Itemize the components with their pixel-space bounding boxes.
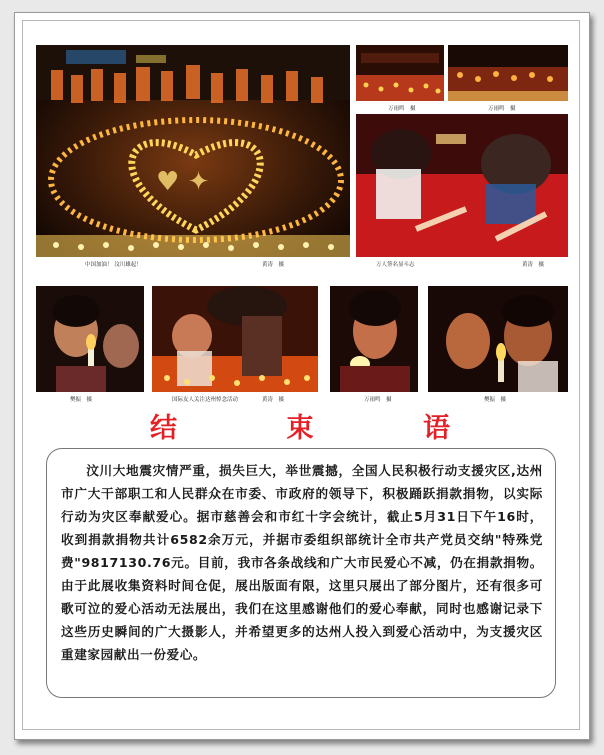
photo-international-friends (152, 286, 318, 392)
caption-top-right-large: 万人签名显斗志 (376, 262, 415, 268)
section-title (150, 408, 450, 442)
credit-bottom-3: 万雨鸣 摄 (364, 397, 392, 403)
credit-bottom-4: 樊振 摄 (484, 397, 507, 403)
caption-top-main: 中国加油！ 汶川雄起！ (85, 262, 142, 268)
credit-top-main: 黄涛 摄 (262, 262, 285, 268)
title-char-3: 语 (423, 412, 450, 444)
photo-candles-crowd-1 (356, 45, 444, 101)
closing-text: 汶川大地震灾情严重，损失巨大，举世震撼，全国人民积极行动支援灾区,达州市广大干部职工和人民群众在市委、市政府的领导下，积极踊跃捐款捐物，以实际行动为灾区奉献爱心。据市慈善会和市红十字会统计，截止5月31日下午16时，收到捐款捐物共计6582余万元，并据市委组织部统计全市共产党员交纳"特殊党费"9817130.76元。目前，我市各条战线和广大市民爱心不减，仍在捐款捐物。由于此展收集资料时间仓促，展出版面有限，这里只展出了部分图片，还有很多可歌可泣的爱心活动无法展出，我们在这里感谢他们的爱心奉献，同时也感谢记录下这些历史瞬间的广大摄影人，并希望更多的达州人投入到爱心活动中，为支援灾区重建家园献出一份爱心。 (61, 463, 543, 662)
svg-text:♥ ✦: ♥ ✦ (156, 167, 210, 197)
photo-girl-candle (330, 286, 418, 392)
title-char-2: 束 (286, 412, 314, 444)
photo-candles-crowd-2 (448, 45, 568, 101)
credit-bottom-2: 黄涛 摄 (262, 397, 285, 403)
closing-text-box (46, 448, 556, 698)
title-char-1: 结 (150, 412, 177, 444)
photo-child-candle (36, 286, 144, 392)
credit-top-small-2: 万雨鸣 摄 (488, 106, 516, 112)
photo-candle-heart (36, 45, 350, 257)
photo-candle-faces (428, 286, 568, 392)
credit-top-right-large: 黄涛 摄 (522, 262, 545, 268)
credit-top-small-1: 万雨鸣 摄 (388, 106, 416, 112)
credit-bottom-1: 樊振 摄 (70, 397, 93, 403)
photo-signing (356, 114, 568, 257)
caption-bottom-2: 国际友人关注达州悼念活动 (172, 397, 239, 403)
